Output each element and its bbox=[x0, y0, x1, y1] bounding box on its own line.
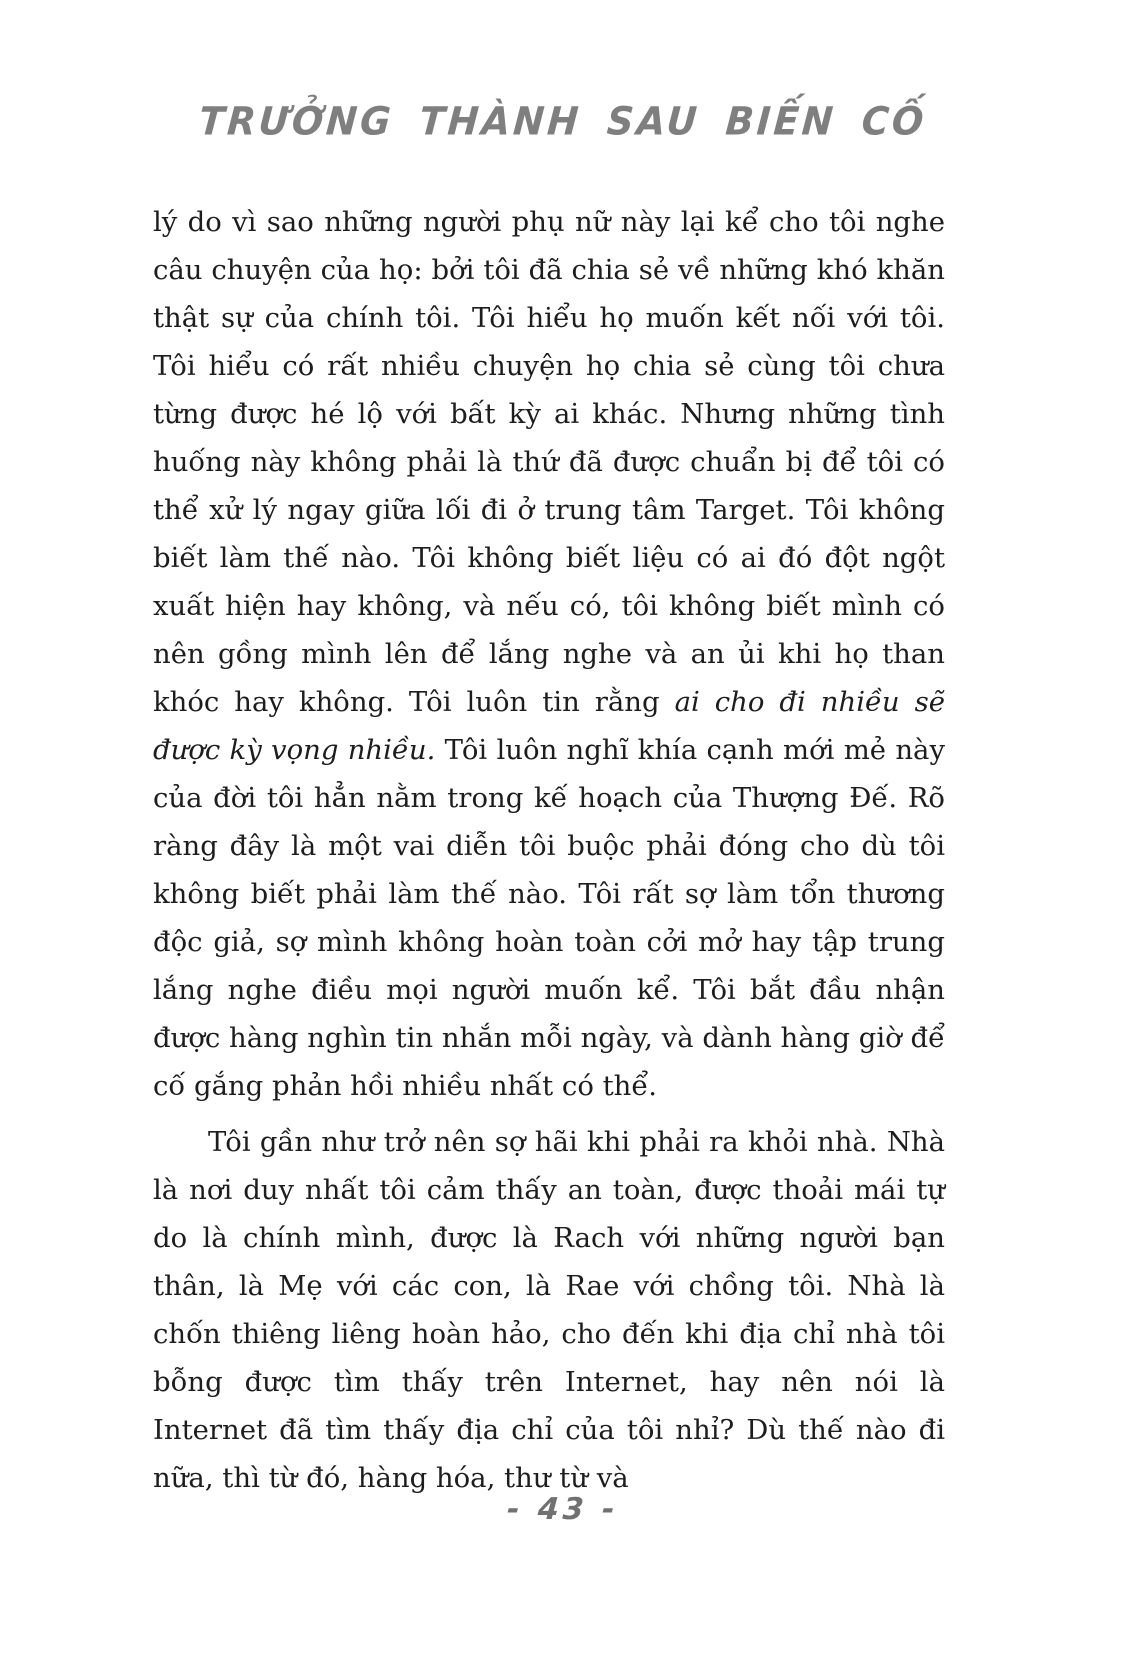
paragraph-1-text-continued: Tôi luôn nghĩ khía cạnh mới mẻ này của đời tôi hẳn nằm trong kế hoạch của Thượng Đế. Rõ ràng đây là một vai diễn tôi buộc phải đóng cho dù tôi không biết phải làm thế nào. Tôi rất sợ làm tổn thương độc giả, sợ mình không hoàn toàn cởi mở hay tập trung lắng nghe điều mọi người muốn kể. Tôi bắt đầu nhận được hàng nghìn tin nhắn mỗi ngày, và dành hàng giờ để cố gắng phản hồi nhiều nhất có thể. bbox=[153, 734, 945, 1102]
page-body bbox=[153, 198, 945, 1502]
paragraph-2: Tôi gần như trở nên sợ hãi khi phải ra khỏi nhà. Nhà là nơi duy nhất tôi cảm thấy an toàn, được thoải mái tự do là chính mình, được là Rach với những người bạn thân, là Mẹ với các con, là Rae với chồng tôi. Nhà là chốn thiêng liêng hoàn hảo, cho đến khi địa chỉ nhà tôi bỗng được tìm thấy trên Internet, hay nên nói là Internet đã tìm thấy địa chỉ của tôi nhỉ? Dù thế nào đi nữa, thì từ đó, hàng hóa, thư từ và bbox=[153, 1126, 945, 1494]
paragraph-1-italic-quote: ai cho đi nhiều sẽ được kỳ vọng nhiều. bbox=[153, 686, 945, 766]
page-footer bbox=[0, 1492, 1126, 1527]
page-number: - 43 - bbox=[505, 1492, 620, 1527]
paragraph-1-text: lý do vì sao những người phụ nữ này lại kể cho tôi nghe câu chuyện của họ: bởi tôi đã chia sẻ về những khó khăn thật sự của chính tôi. Tôi hiểu họ muốn kết nối với tôi. Tôi hiểu có rất nhiều chuyện họ chia sẻ cùng tôi chưa từng được hé lộ với bất kỳ ai khác. Nhưng những tình huống này không phải là thứ đã được chuẩn bị để tôi có thể xử lý ngay giữa lối đi ở trung tâm Target. Tôi không biết làm thế nào. Tôi không biết liệu có ai đó đột ngột xuất hiện hay không, và nếu có, tôi không biết mình có nên gồng mình lên để lắng nghe và an ủi khi họ than khóc hay không. Tôi luôn tin rằng bbox=[153, 206, 945, 718]
paragraph-1 bbox=[153, 198, 945, 1110]
running-header bbox=[0, 100, 1126, 143]
chapter-title: TRƯỞNG THÀNH SAU BIẾN CỐ bbox=[197, 98, 929, 145]
